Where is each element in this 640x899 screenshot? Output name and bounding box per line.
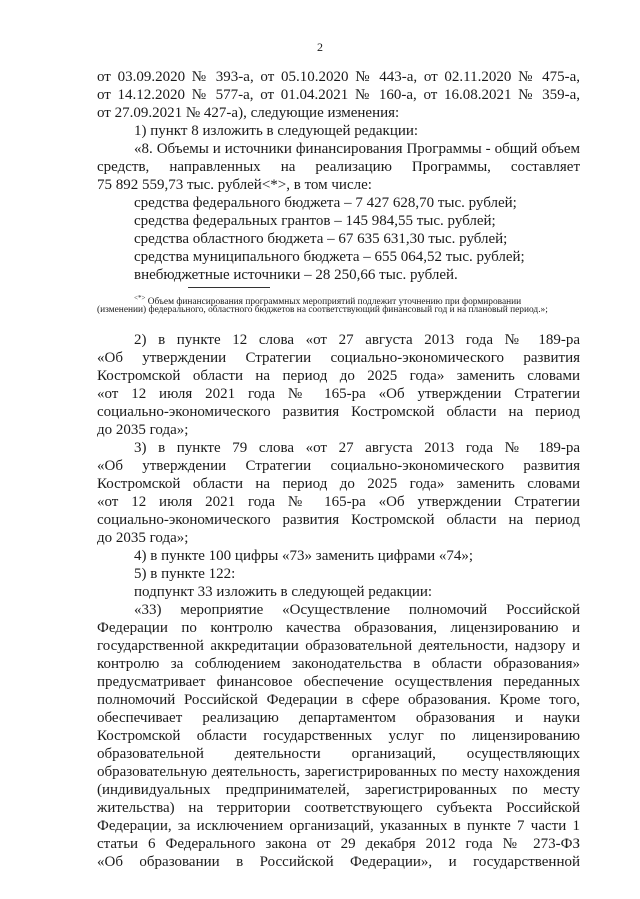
- text-line: Федерации по контролю качества образования, лицензированию и: [97, 620, 580, 636]
- text-line: «33) мероприятие «Осуществление полномочий Российской: [134, 602, 580, 618]
- funding-line: средства областного бюджета – 67 635 631,30 тыс. рублей;: [134, 231, 508, 247]
- text-line: 3) в пункте 79 слова «от 27 августа 2013 года № 189-ра: [134, 440, 580, 456]
- text-line: от 27.09.2021 № 427-а), следующие изменения:: [97, 105, 400, 121]
- text-line: Федерации, за исключением организаций, указанных в пункте 7 части 1: [97, 818, 580, 834]
- text-line: от 03.09.2020 № 393-а, от 05.10.2020 № 443-а, от 02.11.2020 № 475-а,: [97, 69, 580, 85]
- funding-line: средства федерального бюджета – 7 427 628,70 тыс. рублей;: [134, 195, 517, 211]
- text-line: «Об утверждении Стратегии социально-экономического развития: [97, 458, 580, 474]
- text-line: (индивидуальных предпринимателей, зарегистрированных по месту: [97, 782, 580, 798]
- text-line: Костромской области государственных услуг по лицензированию: [97, 728, 580, 744]
- text-line: образовательную деятельность, зарегистрированных по месту нахождения: [97, 764, 580, 780]
- text-line: «8. Объемы и источники финансирования Программы - общий объем: [134, 141, 580, 157]
- text-line: 4) в пункте 100 цифры «73» заменить цифрами «74»;: [134, 548, 474, 564]
- text-line: подпункт 33 изложить в следующей редакции:: [134, 584, 433, 600]
- text-line: государственной аккредитации образовательной деятельности, надзору и: [97, 638, 580, 654]
- text-line: образовательной деятельности организаций, осуществляющих: [97, 746, 580, 762]
- text-line: жительства) на территории соответствующего субъекта Российской: [97, 800, 580, 816]
- text-line: Костромской области на период до 2025 года» заменить словами: [97, 368, 580, 384]
- text-line: Костромской области на период до 2025 года» заменить словами: [97, 476, 580, 492]
- text-line: «Об утверждении Стратегии социально-экономического развития: [97, 350, 580, 366]
- funding-line: средства федеральных грантов – 145 984,55 тыс. рублей;: [134, 213, 496, 229]
- footnote-marker: <*>: [134, 294, 146, 302]
- text-line: до 2035 года»;: [97, 422, 189, 438]
- text-line: «от 12 июля 2021 года № 165-ра «Об утверждении Стратегии: [97, 494, 580, 510]
- text-line: «от 12 июля 2021 года № 165-ра «Об утверждении Стратегии: [97, 386, 580, 402]
- text-line: социально-экономического развития Костромской области на период: [97, 512, 580, 528]
- text-line: полномочий Российской Федерации в сфере образования. Кроме того,: [97, 692, 580, 708]
- text-line: 2) в пункте 12 слова «от 27 августа 2013 года № 189-ра: [134, 332, 580, 348]
- funding-line: средства муниципального бюджета – 655 064,52 тыс. рублей;: [134, 249, 525, 265]
- text-line: от 14.12.2020 № 577-а, от 01.04.2021 № 160-а, от 16.08.2021 № 359-а,: [97, 87, 580, 103]
- text-line: до 2035 года»;: [97, 530, 189, 546]
- footnote-line-2: (изменении) федерального, областного бюджетов на соответствующий финансовый год и на плановый период.»;: [97, 305, 548, 315]
- text-line: «Об образовании в Российской Федерации», и государственной: [97, 854, 580, 870]
- text-line: статьи 6 Федерального закона от 29 декабря 2012 года № 273-ФЗ: [97, 836, 580, 852]
- text-line: 5) в пункте 122:: [134, 566, 236, 582]
- funding-line: внебюджетные источники – 28 250,66 тыс. рублей.: [134, 267, 458, 283]
- text-line: контролю за соблюдением законодательства в области образования»: [97, 656, 580, 672]
- text-line: предусматривает финансовое обеспечение осуществления переданных: [97, 674, 580, 690]
- text-line: средств, направленных на реализацию Программы, составляет: [97, 159, 580, 175]
- text-line: 75 892 559,73 тыс. рублей<*>, в том числе:: [97, 177, 372, 193]
- page-number: 2: [317, 40, 323, 54]
- text-line: обеспечивает реализацию департаментом образования и науки: [97, 710, 580, 726]
- footnote-text: Объем финансирования программных мероприятий подлежит уточнению при формировании: [147, 297, 522, 307]
- text-line: социально-экономического развития Костромской области на период: [97, 404, 580, 420]
- footnote-divider: [188, 287, 270, 288]
- text-line: 1) пункт 8 изложить в следующей редакции:: [134, 123, 419, 139]
